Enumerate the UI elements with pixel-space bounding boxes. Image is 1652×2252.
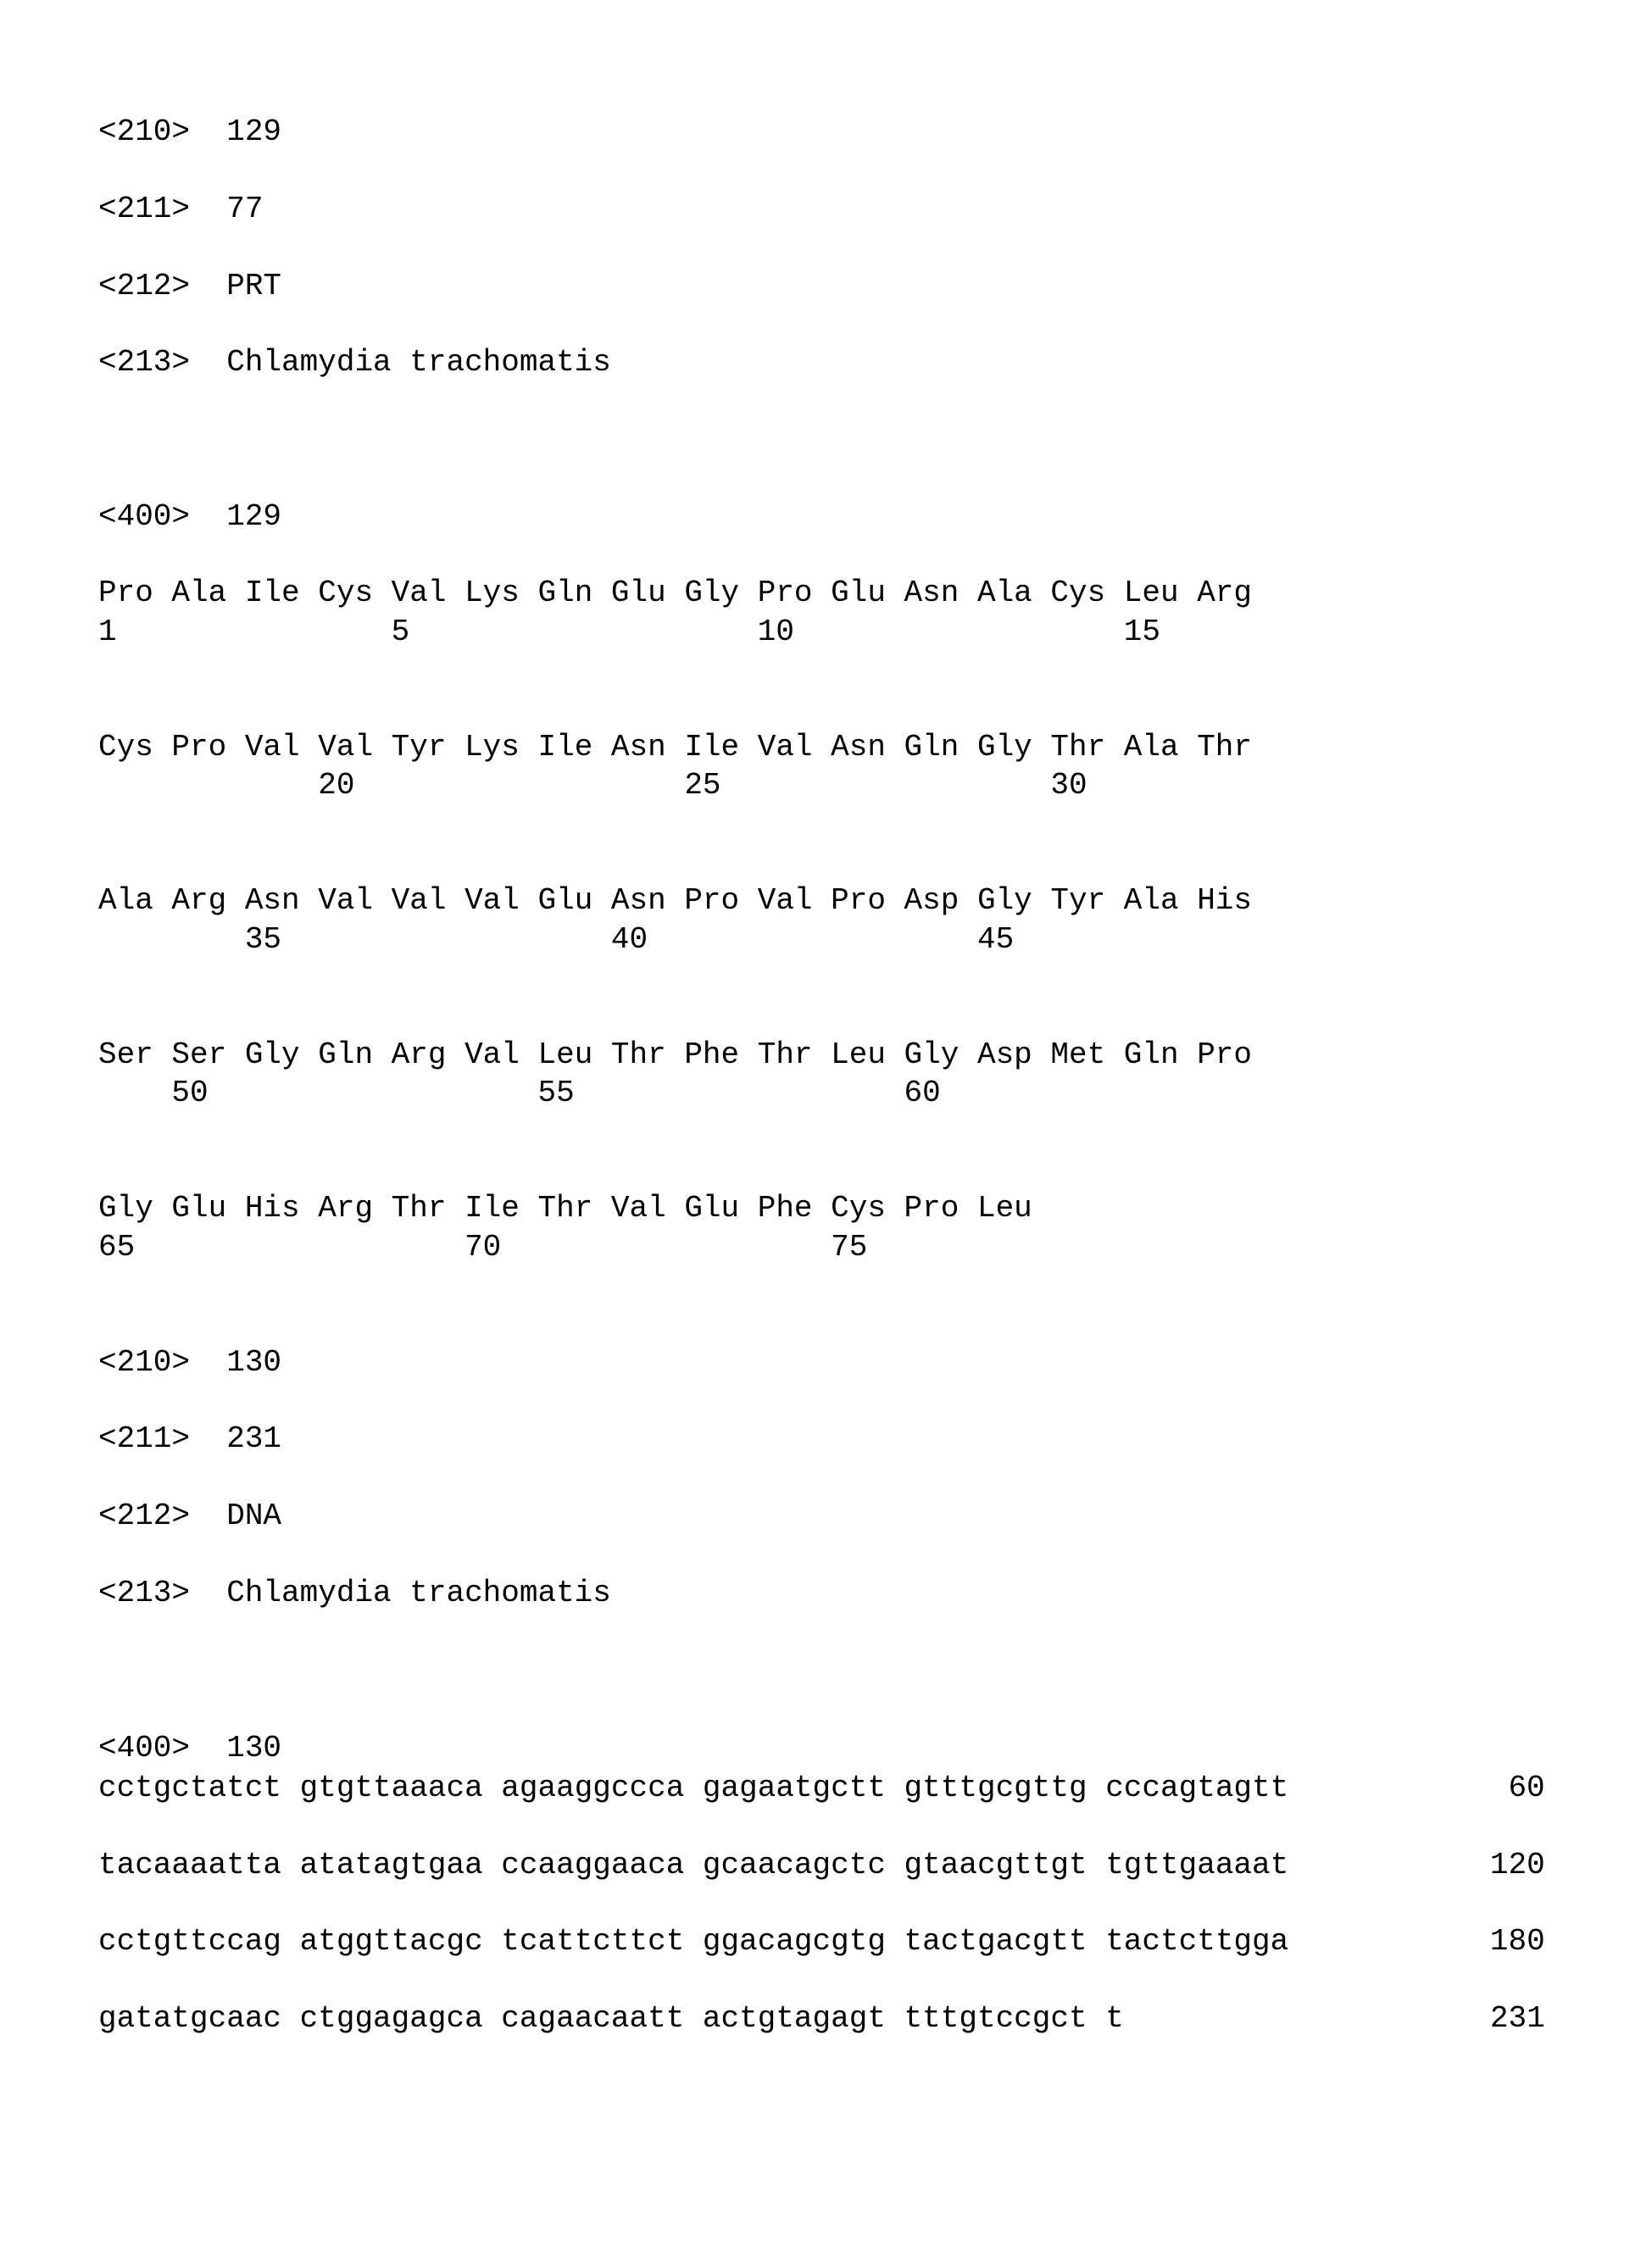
field-212 [98,270,281,303]
residue: Thr [1050,731,1105,765]
residue: Val [758,884,813,918]
residue: Thr [537,1192,592,1226]
residue: Glu [611,576,666,610]
dna-position: 60 [1508,1771,1544,1805]
residue: Ala [1124,731,1179,765]
residue: Gly [245,1038,300,1072]
residue: Gln [537,576,592,610]
residue: Val [318,884,373,918]
residue: Asn [611,884,666,918]
field-tag: <212> [98,270,226,303]
residue: Gly [904,1038,959,1072]
dna-sequence: tacaaaatta atatagtgaa ccaaggaaca gcaacagctc gtaacgttgt tgttgaaaat [98,1849,1288,1882]
field-tag: <211> [98,192,226,226]
residue: Cys [1050,576,1105,610]
position-row [98,923,1624,957]
residue: Gly [684,576,739,610]
field-tag: <213> [98,1576,226,1610]
residue-position: 75 [831,1231,867,1265]
residue-position: 45 [977,923,1014,957]
dna-sequence: cctgctatct gtgttaaaca agaaggccca gagaatgctt gtttgcgttg cccagtagtt [98,1771,1288,1805]
residue: His [245,1192,300,1226]
residue: Cys [831,1192,886,1226]
residue-row [98,731,1624,765]
field-400 [98,1732,281,1765]
field-value: 77 [226,192,263,226]
residue: Ala [171,576,226,610]
residue-row [98,1192,1624,1226]
residue: Thr [1197,731,1252,765]
residue: Arg [1197,576,1252,610]
residue: Val [758,731,813,765]
residue: Leu [831,1038,886,1072]
residue: Glu [684,1192,739,1226]
residue: Glu [171,1192,226,1226]
position-row [98,615,1624,649]
residue: Met [1050,1038,1105,1072]
residue: Pro [758,576,813,610]
residue-position: 50 [171,1076,208,1110]
residue: Gln [318,1038,373,1072]
dna-position: 120 [1490,1849,1545,1882]
dna-row [98,1771,1624,1805]
residue: Asp [904,884,959,918]
field-value: 130 [226,1731,281,1765]
residue: Arg [171,884,226,918]
residue: Pro [98,576,153,610]
residue: Asn [611,731,666,765]
residue: Asn [245,884,300,918]
field-tag: <211> [98,1422,226,1456]
field-value: DNA [226,1499,281,1533]
dna-row [98,1849,1624,1882]
residue: Ala [1124,884,1179,918]
dna-position: 231 [1490,2002,1545,2036]
residue: Gln [1124,1038,1179,1072]
position-row [98,769,1624,803]
residue: Ile [245,576,300,610]
field-value: 130 [226,1345,281,1380]
residue-position: 65 [98,1231,135,1265]
residue: Glu [537,884,592,918]
residue-position: 55 [537,1076,574,1110]
field-tag: <400> [98,500,226,534]
dna-sequence: cctgttccag atggttacgc tcattcttct ggacagcgtg tactgacgtt tactcttgga [98,1925,1288,1959]
residue: Lys [464,576,520,610]
residue: Arg [318,1192,373,1226]
field-tag: <212> [98,1499,226,1533]
residue: Arg [392,1038,447,1072]
residue-row [98,576,1624,610]
residue: His [1197,884,1252,918]
field-value: Chlamydia trachomatis [226,345,611,380]
residue-position: 5 [392,615,410,649]
residue: Leu [537,1038,592,1072]
field-211 [98,1422,281,1456]
residue: Ile [537,731,592,765]
residue-position: 35 [245,923,281,957]
residue-position: 15 [1124,615,1160,649]
residue: Tyr [392,731,447,765]
residue-position: 1 [98,615,117,649]
field-value: 231 [226,1421,281,1456]
field-213 [98,346,611,380]
field-212 [98,1499,281,1533]
residue: Asn [904,576,959,610]
residue: Tyr [1050,884,1105,918]
residue: Phe [684,1038,739,1072]
residue: Thr [392,1192,447,1226]
residue: Ala [98,884,153,918]
field-value: Chlamydia trachomatis [226,1576,611,1610]
field-400 [98,500,281,534]
residue: Phe [758,1192,813,1226]
residue: Val [392,884,447,918]
field-213 [98,1576,611,1610]
residue: Glu [831,576,886,610]
residue: Leu [1124,576,1179,610]
residue: Pro [831,884,886,918]
residue: Val [611,1192,666,1226]
residue: Lys [464,731,520,765]
field-tag: <213> [98,346,226,380]
residue: Asn [831,731,886,765]
residue: Thr [611,1038,666,1072]
residue: Leu [977,1192,1032,1226]
dna-row [98,2002,1624,2036]
residue-row [98,1038,1624,1072]
field-value: 129 [226,114,281,149]
field-211 [98,192,263,226]
residue: Gly [977,884,1032,918]
field-tag: <210> [98,115,226,149]
residue: Ala [977,576,1032,610]
position-row [98,1076,1624,1110]
residue-position: 40 [611,923,648,957]
residue-position: 60 [904,1076,941,1110]
dna-row [98,1925,1624,1959]
field-value: 129 [226,499,281,534]
residue: Val [318,731,373,765]
residue: Cys [318,576,373,610]
residue: Gln [904,731,959,765]
residue: Pro [904,1192,959,1226]
residue: Ile [464,1192,520,1226]
position-row [98,1231,1624,1265]
residue: Ser [171,1038,226,1072]
residue: Val [464,884,520,918]
residue: Ser [98,1038,153,1072]
residue-position: 70 [464,1231,501,1265]
field-210 [98,115,281,149]
field-210 [98,1346,281,1380]
residue: Pro [171,731,226,765]
field-value: PRT [226,269,281,303]
residue-position: 10 [758,615,794,649]
residue: Pro [684,884,739,918]
residue: Val [464,1038,520,1072]
residue-position: 25 [684,769,720,803]
residue: Val [392,576,447,610]
field-tag: <210> [98,1346,226,1380]
residue: Gly [98,1192,153,1226]
residue: Cys [98,731,153,765]
residue: Asp [977,1038,1032,1072]
dna-position: 180 [1490,1925,1545,1959]
residue: Gly [977,731,1032,765]
residue: Pro [1197,1038,1252,1072]
residue-position: 20 [318,769,354,803]
residue: Ile [684,731,739,765]
residue: Val [245,731,300,765]
field-tag: <400> [98,1732,226,1765]
residue-position: 30 [1050,769,1087,803]
dna-sequence: gatatgcaac ctggagagca cagaacaatt actgtagagt tttgtccgct t [98,2002,1124,2036]
residue: Thr [758,1038,813,1072]
residue-row [98,884,1624,918]
